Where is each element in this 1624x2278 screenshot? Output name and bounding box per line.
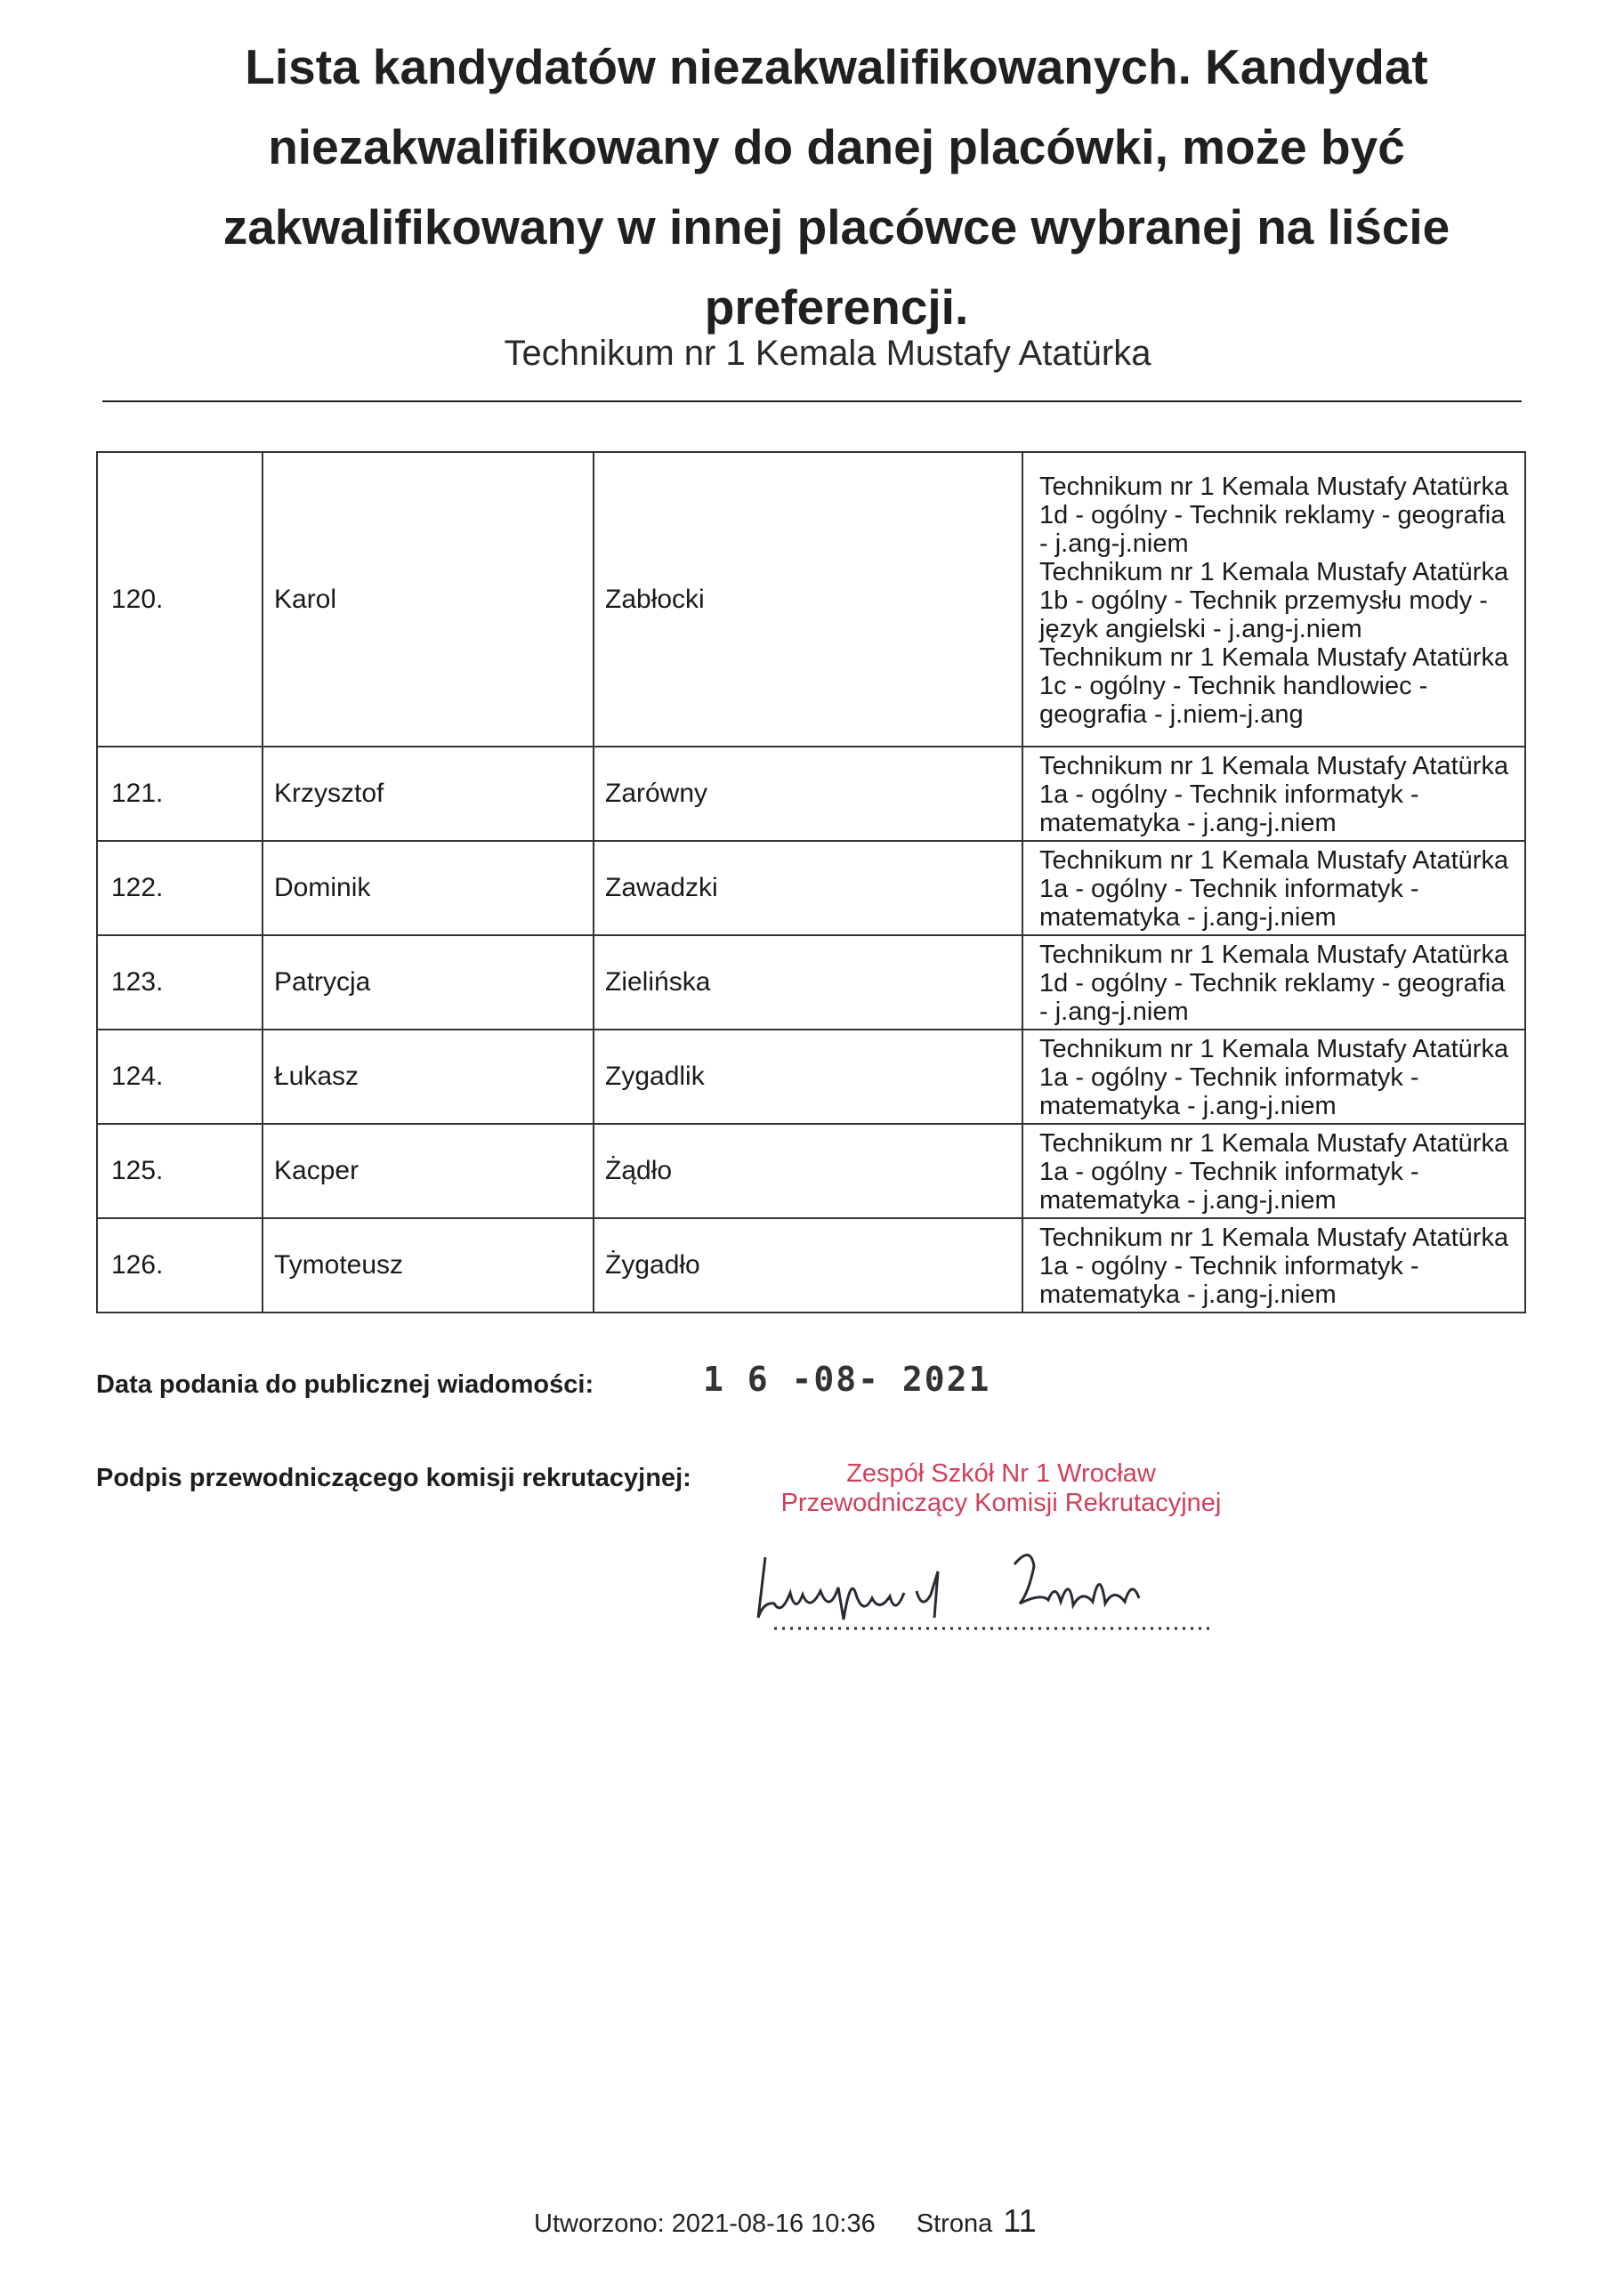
row-number: 121. [97, 747, 263, 841]
page-footer [534, 2202, 1037, 2240]
row-number: 122. [97, 841, 263, 935]
school-name: Technikum nr 1 Kemala Mustafy Atatürka [504, 334, 1151, 373]
preferences-cell [1022, 1218, 1525, 1313]
stamp-school-line: Zespół Szkół Nr 1 Wrocław [846, 1459, 1156, 1488]
table-row [97, 841, 1525, 935]
table-row [97, 1124, 1525, 1218]
last-name: Zygadlik [594, 1030, 1022, 1124]
table-row [97, 452, 1525, 747]
preference-entry: Technikum nr 1 Kemala Mustafy Atatürka 1a - ogólny - Technik informatyk - matematyka - j.ang-j.niem [1039, 846, 1509, 932]
first-name: Dominik [263, 841, 594, 935]
publication-date-label: Data podania do publicznej wiadomości: [96, 1370, 594, 1399]
preference-entry: Technikum nr 1 Kemala Mustafy Atatürka 1a - ogólny - Technik informatyk - matematyka - j.ang-j.niem [1039, 752, 1509, 837]
commission-stamp [770, 1459, 1232, 1518]
table-row [97, 1030, 1525, 1124]
first-name: Patrycja [263, 935, 594, 1030]
publication-date-stamp: 1 6 -08- 2021 [703, 1360, 991, 1399]
last-name: Żygadło [594, 1218, 1022, 1313]
preferences-cell [1022, 841, 1525, 935]
last-name: Zielińska [594, 935, 1022, 1030]
candidates-table-body [97, 452, 1525, 1313]
page-label: Strona [916, 2209, 993, 2238]
first-name: Karol [263, 452, 594, 747]
table-row [97, 935, 1525, 1030]
row-number: 126. [97, 1218, 263, 1313]
created-timestamp: Utworzono: 2021-08-16 10:36 [534, 2209, 876, 2238]
table-row [97, 1218, 1525, 1313]
preference-entry: Technikum nr 1 Kemala Mustafy Atatürka 1a - ogólny - Technik informatyk - matematyka - j.ang-j.niem [1039, 1224, 1509, 1309]
first-name: Łukasz [263, 1030, 594, 1124]
preferences-cell [1022, 1124, 1525, 1218]
last-name: Zarówny [594, 747, 1022, 841]
row-number: 124. [97, 1030, 263, 1124]
table-row [97, 747, 1525, 841]
preferences-cell [1022, 452, 1525, 747]
row-number: 123. [97, 935, 263, 1030]
preference-entry: Technikum nr 1 Kemala Mustafy Atatürka 1d - ogólny - Technik reklamy - geografia - j.ang-j.niem [1039, 472, 1509, 558]
row-number: 120. [97, 452, 263, 747]
first-name: Kacper [263, 1124, 594, 1218]
preference-entry: Technikum nr 1 Kemala Mustafy Atatürka 1a - ogólny - Technik informatyk - matematyka - j.ang-j.niem [1039, 1129, 1509, 1215]
page-number: 11 [1003, 2202, 1037, 2239]
last-name: Żądło [594, 1124, 1022, 1218]
signature-caption: Mateusz Zabłocki [747, 1539, 755, 1540]
last-name: Zawadzki [594, 841, 1022, 935]
preference-entry: Technikum nr 1 Kemala Mustafy Atatürka 1a - ogólny - Technik informatyk - matematyka - j.ang-j.niem [1039, 1035, 1509, 1120]
page-title: Lista kandydatów niezakwalifikowanych. Kandydat niezakwalifikowany do danej placówki, może być zakwalifikowany w innej placówce wybranej na liście preferencji. [222, 39, 1450, 335]
first-name: Krzysztof [263, 747, 594, 841]
preferences-cell [1022, 1030, 1525, 1124]
candidates-table [96, 451, 1526, 1313]
preferences-cell [1022, 747, 1525, 841]
first-name: Tymoteusz [263, 1218, 594, 1313]
title-divider [102, 400, 1522, 402]
preference-entry: Technikum nr 1 Kemala Mustafy Atatürka 1d - ogólny - Technik reklamy - geografia - j.ang-j.niem [1039, 941, 1509, 1026]
handwritten-signature [747, 1539, 1246, 1637]
last-name: Zabłocki [594, 452, 1022, 747]
preferences-cell [1022, 935, 1525, 1030]
preference-entry: Technikum nr 1 Kemala Mustafy Atatürka 1b - ogólny - Technik przemysłu mody - język angielski - j.ang-j.niem [1039, 557, 1509, 643]
signature-label: Podpis przewodniczącego komisji rekrutacyjnej: [96, 1464, 691, 1492]
row-number: 125. [97, 1124, 263, 1218]
stamp-role-line: Przewodniczący Komisji Rekrutacyjnej [780, 1489, 1222, 1517]
preference-entry: Technikum nr 1 Kemala Mustafy Atatürka 1c - ogólny - Technik handlowiec - geografia - j.niem-j.ang [1039, 642, 1509, 729]
